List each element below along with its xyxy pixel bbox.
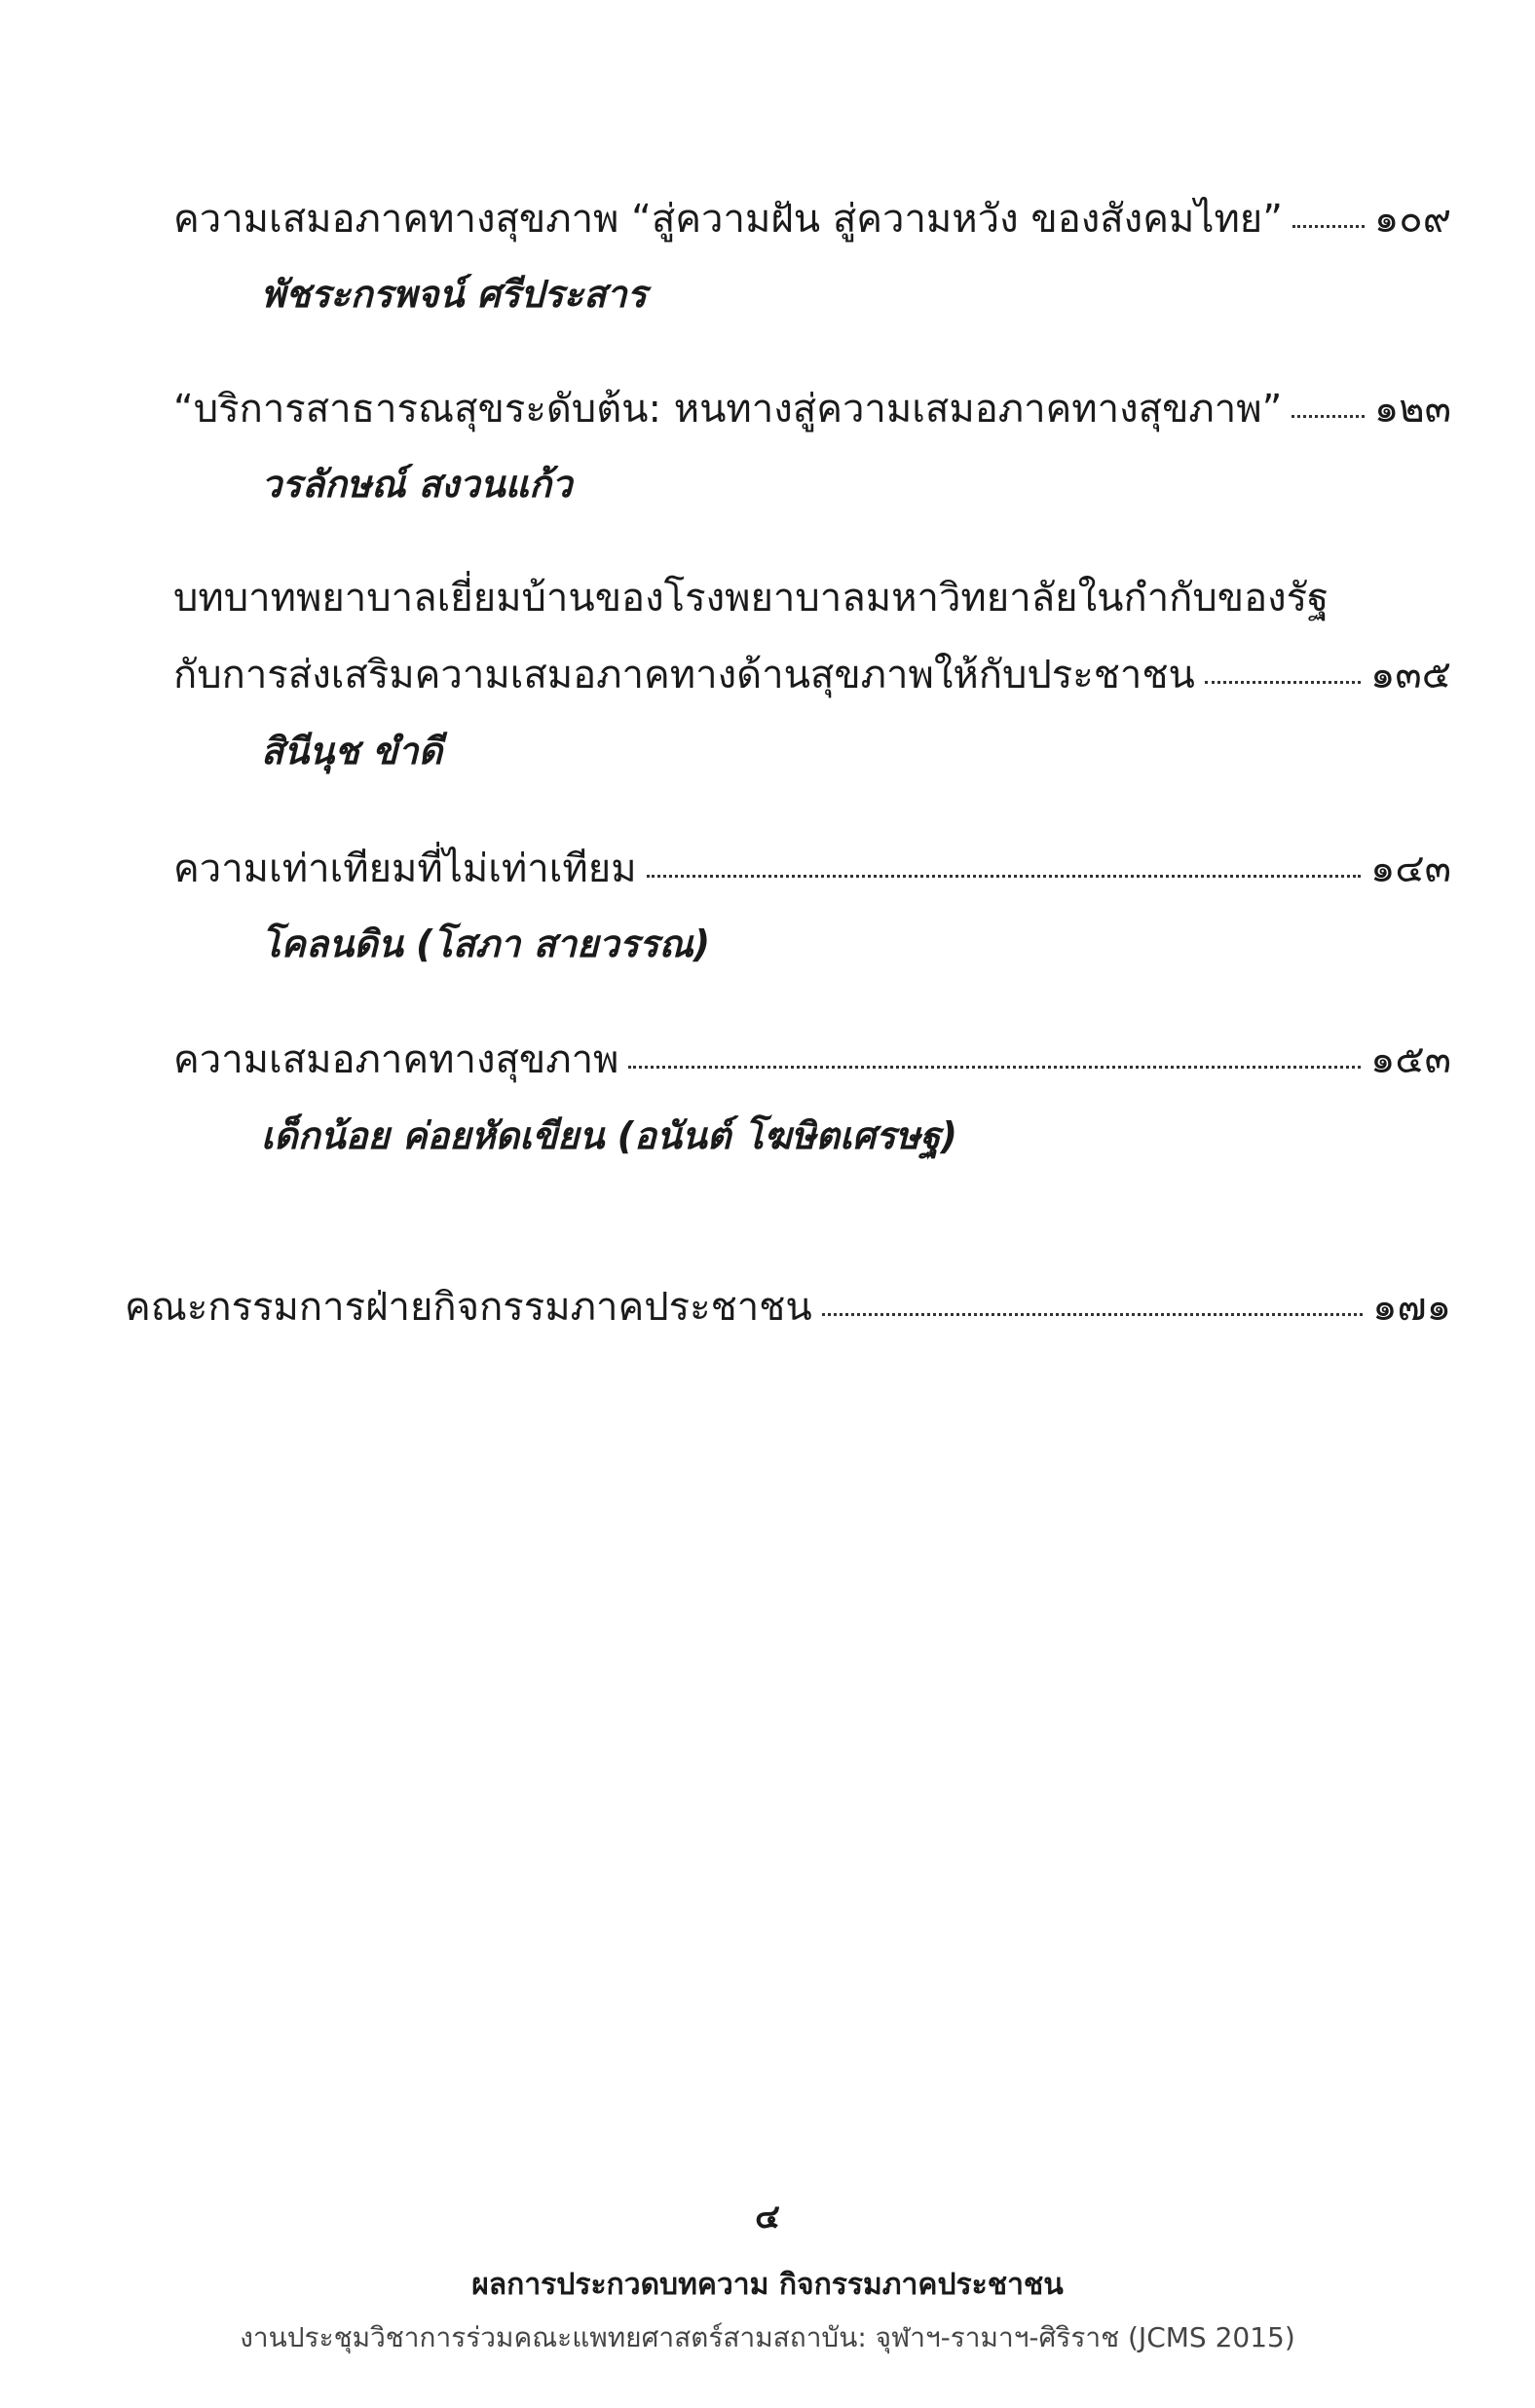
- dot-leader: [1205, 681, 1361, 684]
- footer-subtitle: งานประชุมวิชาการร่วมคณะแพทยศาสตร์สามสถาบัน: จุฬาฯ-รามาฯ-ศิริราช (JCMS 2015): [240, 2321, 1295, 2353]
- toc-entry-5: [173, 1037, 1451, 1082]
- toc-entry-title: ความเท่าเทียมที่ไม่เท่าเทียม: [173, 847, 637, 891]
- toc-entry-title-continued: กับการส่งเสริมความเสมอภาคทางด้านสุขภาพให้กับประชาชน: [173, 653, 1195, 697]
- dot-leader: [1292, 415, 1365, 418]
- dot-leader: [1292, 225, 1365, 228]
- page-number: ๔: [755, 2198, 780, 2237]
- dot-leader: [822, 1313, 1363, 1316]
- toc-entry-page: ๑๕๓: [1369, 1037, 1451, 1082]
- toc-entry-page: ๑๐๙: [1373, 197, 1451, 242]
- toc-committee: [125, 1285, 1451, 1330]
- toc-entry-author: โคลนดิน (โสภา สายวรรณ): [261, 922, 711, 965]
- toc-committee-page: ๑๗๑: [1372, 1285, 1451, 1330]
- toc-entry-2: [173, 387, 1451, 432]
- toc-entry-author: เด็กน้อย ค่อยหัดเขียน (อนันต์ โฆษิตเศรษฐ): [261, 1114, 957, 1157]
- footer-title: ผลการประกวดบทความ กิจกรรมภาคประชาชน: [471, 2268, 1064, 2302]
- toc-entry-author: พัชระกรพจน์ ศรีประสาร: [261, 273, 648, 316]
- toc-entry-3-line-2: [173, 653, 1451, 697]
- toc-committee-title: คณะกรรมการฝ่ายกิจกรรมภาคประชาชน: [125, 1285, 812, 1330]
- dot-leader: [628, 1066, 1361, 1069]
- toc-entry-title: ความเสมอภาคทางสุขภาพ: [173, 1037, 619, 1082]
- toc-entry-author: สินีนุช ขำดี: [261, 730, 443, 772]
- toc-entry-4: [173, 847, 1451, 891]
- toc-entry-title: “บริการสาธารณสุขระดับต้น: หนทางสู่ความเสมอภาคทางสุขภาพ”: [173, 387, 1283, 432]
- toc-entry-page: ๑๓๕: [1369, 653, 1451, 697]
- toc-entry-title: ความเสมอภาคทางสุขภาพ “สู่ความฝัน สู่ความหวัง ของสังคมไทย”: [173, 197, 1283, 242]
- toc-entry-1: [173, 197, 1451, 242]
- toc-entry-title: บทบาทพยาบาลเยี่ยมบ้านของโรงพยาบาลมหาวิทยาลัยในกำกับของรัฐ: [173, 576, 1329, 621]
- toc-entry-3-line-1: [173, 576, 1329, 621]
- dot-leader: [647, 875, 1361, 878]
- toc-entry-page: ๑๒๓: [1373, 387, 1451, 432]
- toc-entry-page: ๑๔๓: [1369, 847, 1451, 891]
- toc-entry-author: วรลักษณ์ สงวนแก้ว: [261, 463, 573, 506]
